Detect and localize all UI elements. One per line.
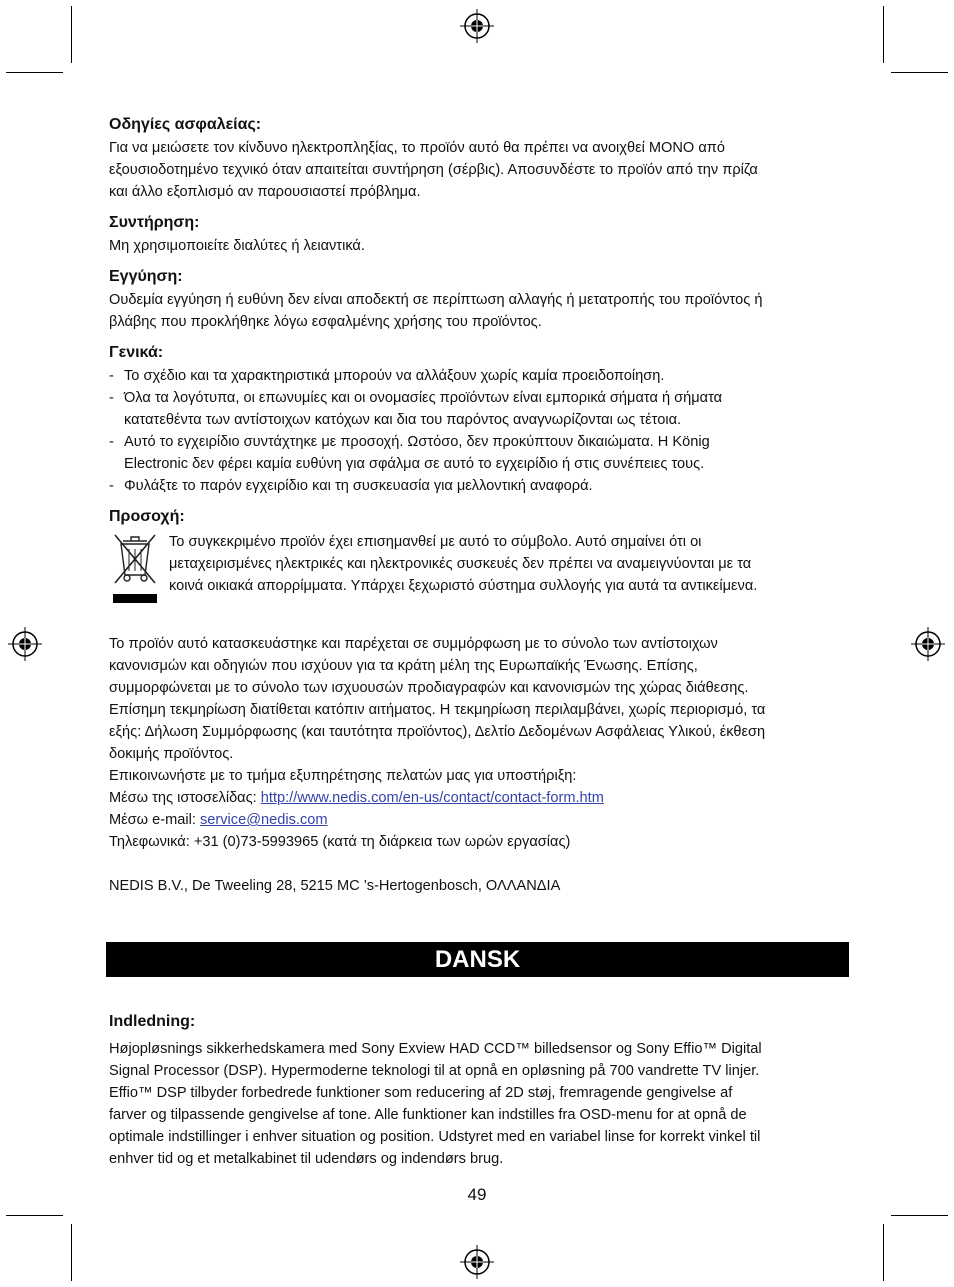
- weee-text: Το συγκεκριμένο προϊόν έχει επισημανθεί με αυτό το σύμβολο. Αυτό σημαίνει ότι οι μεταχειρισμένες ηλεκτρικές και ηλεκτρονικές συσκευές δεν πρέπει να αναμειγνύονται με τα κοινά οικιακά απορρίμματα. Υπάρχει ξεχωριστό σύστημα συλλογής για αυτά τα αντικείμενα.: [169, 534, 758, 594]
- registration-mark-icon: [911, 627, 945, 661]
- page-number: 49: [467, 1185, 487, 1204]
- dansk-content: [109, 1012, 847, 1170]
- list-item: - Αυτό το εγχειρίδιο συντάχτηκε με προσοχή. Ωστόσο, δεν προκύπτουν δικαιώματα. Η König Electronic δεν φέρει καμία ευθύνη για σφάλμα σε αυτό το εγχειρίδιο ή στις συνέπειες τους.: [109, 431, 847, 475]
- safety-text: Για να μειώσετε τον κίνδυνο ηλεκτροπληξίας, το προϊόν αυτό θα πρέπει να ανοιχθεί ΜΟΝΟ από εξουσιοδοτημένο τεχνικό όταν απαιτείται συντήρηση (σέρβις). Αποσυνδέστε το προϊόν από την πρίζα και άλλο εξοπλισμό αν παρουσιαστεί πρόβλημα.: [109, 140, 758, 200]
- company-address: NEDIS B.V., De Tweeling 28, 5215 MC ’s-Hertogenbosch, ΟΛΛΑΝΔΙΑ: [109, 878, 561, 894]
- list-item: - Φυλάξτε το παρόν εγχειρίδιο και τη συσκευασία για μελλοντική αναφορά.: [109, 475, 847, 497]
- compliance-text: Το προϊόν αυτό κατασκευάστηκε και παρέχεται σε συμμόρφωση με το σύνολο των αντίστοιχων κανονισμών και οδηγιών που ισχύουν για τα κράτη μέλη της Ευρωπαϊκής Ένωσης. Επίσης, συμμορφώνεται με το σύνολο των ισχυουσών προδιαγραφών και κανονισμών της χώρας διάθεσης. Επίσημη τεκμηρίωση διατίθεται κατόπιν αιτήματος. Η τεκμηρίωση περιλαμβάνει, χωρίς περιορισμό, τα εξής: Δήλωση Συμμόρφωσης (και ταυτότητα προϊόντος), Δελτίο Δεδομένων Ασφάλειας Υλικού, έκθεση δοκιμής προϊόντος. Επικοινωνήστε με το τμήμα εξυπηρέτησης πελατών μας για υποστήριξη: Μέσω της ιστοσελίδας: http://www.nedis.com/en-us/contact/contact-form.htm Μέσω e-mail: service@nedis.com Τηλεφωνικά: +31 (0)73-5993965 (κατά τη διάρκεια των ωρών εργασίας): [109, 636, 766, 850]
- crop-mark: [71, 1224, 72, 1281]
- crop-mark: [891, 1215, 948, 1216]
- greek-content: [109, 115, 847, 897]
- registration-mark-icon: [460, 9, 494, 43]
- list-item: - Το σχέδιο και τα χαρακτηριστικά μπορούν να αλλάξουν χωρίς καμία προειδοποίηση.: [109, 365, 847, 387]
- crop-mark: [71, 6, 72, 63]
- attention-heading: Προσοχή:: [109, 508, 185, 525]
- contact-form-link[interactable]: http://www.nedis.com/en-us/contact/contact-form.htm: [260, 790, 604, 806]
- warranty-heading: Εγγύηση:: [109, 268, 183, 285]
- crop-mark: [883, 6, 884, 63]
- maintenance-text: Μη χρησιμοποιείτε διαλύτες ή λειαντικά.: [109, 238, 365, 254]
- phone-line: Τηλεφωνικά: +31 (0)73-5993965 (κατά τη διάρκεια των ωρών εργασίας): [109, 834, 571, 850]
- registration-mark-icon: [8, 627, 42, 661]
- crop-mark: [883, 1224, 884, 1281]
- crop-mark: [6, 72, 63, 73]
- introduction-heading: Indledning:: [109, 1013, 196, 1030]
- warranty-text: Ουδεμία εγγύηση ή ευθύνη δεν είναι αποδεκτή σε περίπτωση αλλαγής ή μετατροπής του προϊόντος ή βλάβης που προκλήθηκε λόγω εσφαλμένης χρήσης του προϊόντος.: [109, 292, 763, 330]
- web-label: Μέσω της ιστοσελίδας:: [109, 790, 261, 806]
- safety-heading: Οδηγίες ασφαλείας:: [109, 116, 262, 133]
- general-heading: Γενικά:: [109, 344, 164, 361]
- crop-mark: [891, 72, 948, 73]
- list-item: - Όλα τα λογότυπα, οι επωνυμίες και οι ονομασίες προϊόντων είναι εμπορικά σήματα ή σήματα κατατεθέντα των αντίστοιχων κατόχων και δια του παρόντος αναγνωρίζονται ως τέτοια.: [109, 387, 847, 431]
- weee-notice: [109, 531, 847, 605]
- email-label: Μέσω e-mail:: [109, 812, 200, 828]
- weee-crossed-bin-icon: [109, 531, 161, 605]
- maintenance-heading: Συντήρηση:: [109, 214, 200, 231]
- crop-mark: [6, 1215, 63, 1216]
- registration-mark-icon: [460, 1245, 494, 1279]
- introduction-text: Højopløsnings sikkerhedskamera med Sony Exview HAD CCD™ billedsensor og Sony Effio™ Digital Signal Processor (DSP). Hypermoderne teknologi til at opnå en opløsning på 700 vandrette TV linjer. Effio™ DSP tilbyder forbedrede funktioner som reducering af 2D støj, fremragende gengivelse af farver og tilpassende gengivelse af tone. Alle funktioner kan indstilles fra OSD-menu for at opnå de optimale indstillinger i enhver situation og position. Udstyret med en variabel linse for korrekt vinkel til enhver tid og et metalkabinet til udendørs og indendørs brug.: [109, 1041, 762, 1167]
- general-list: [109, 365, 847, 497]
- language-band: DANSK: [106, 942, 849, 977]
- service-email-link[interactable]: service@nedis.com: [199, 812, 328, 828]
